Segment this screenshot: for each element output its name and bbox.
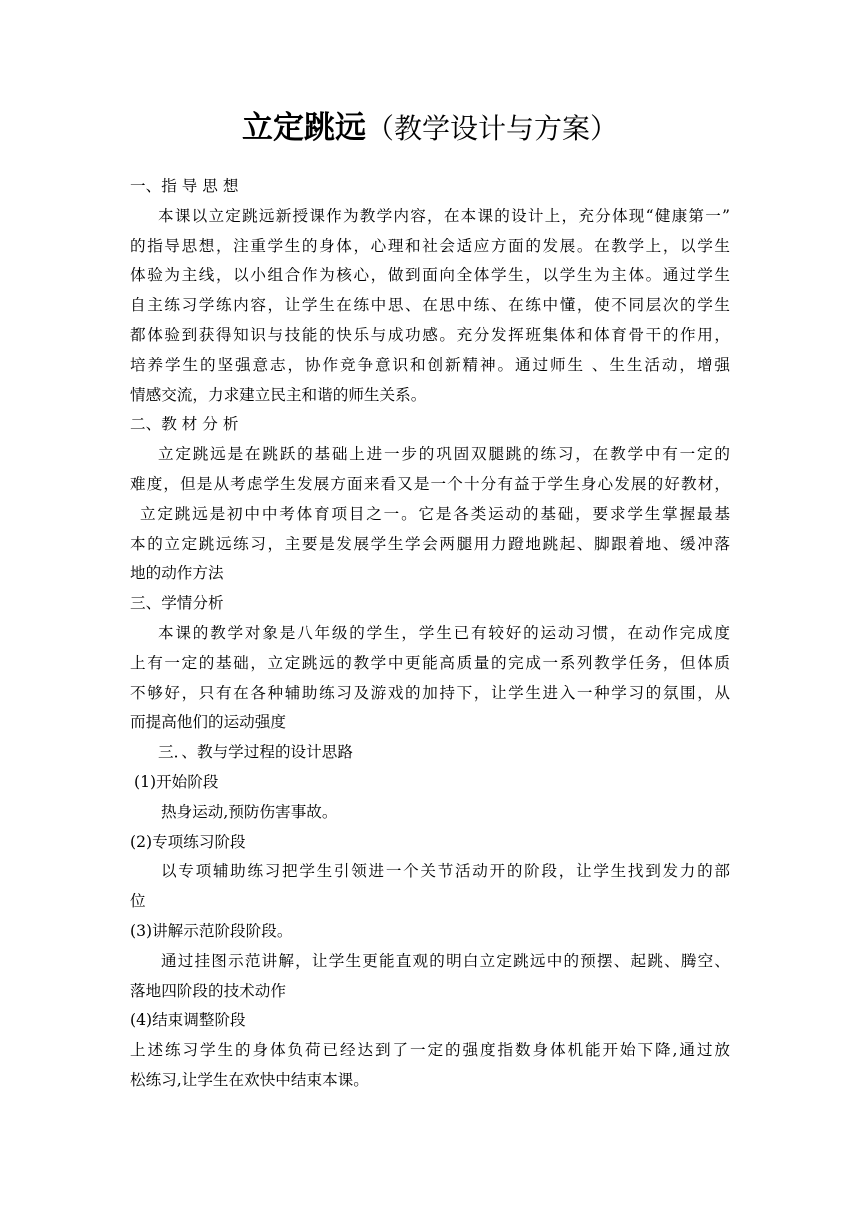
paragraph-line: 地的动作方法 [130, 564, 224, 583]
section-heading: 二、教 材 分 析 [130, 415, 239, 434]
paragraph-line: 位 [130, 892, 146, 911]
paragraph-line: 的指导思想，注重学生的身体，心理和社会适应方面的发展。在教学上，以学生 [130, 236, 730, 255]
paragraph-line: 上述练习学生的身体负荷已经达到了一定的强度指数身体机能开始下降,通过放 [130, 1041, 730, 1060]
document-title [0, 104, 860, 157]
paragraph-line: 本课的教学对象是八年级的学生，学生已有较好的运动习惯，在动作完成度 [158, 623, 730, 642]
paragraph-line: 本课以立定跳远新授课作为教学内容，在本课的设计上，充分体现“健康第一” [158, 206, 730, 225]
paragraph-line: 自主练习学练内容，让学生在练中思、在思中练、在练中懂，使不同层次的学生 [130, 296, 730, 315]
paragraph-line: 情感交流，力求建立民主和谐的师生关系。 [130, 385, 427, 404]
stage-heading: (1)开始阶段 [134, 772, 219, 791]
paragraph-line: 体验为主线，以小组合作为核心，做到面向全体学生，以学生为主体。通过学生 [130, 266, 730, 285]
paragraph-line: 不够好，只有在各种辅助练习及游戏的加持下，让学生进入一种学习的氛围，从 [130, 683, 730, 702]
paragraph-line: 上有一定的基础，立定跳远的教学中更能高质量的完成一系列教学任务，但体质 [130, 653, 730, 672]
stage-heading: (4)结束调整阶段 [130, 1011, 246, 1030]
stage-heading: (3)讲解示范阶段阶段。 [130, 921, 293, 940]
stage-heading: (2)专项练习阶段 [130, 832, 246, 851]
document-body [130, 172, 730, 1096]
paragraph-line: 立定跳远是初中中考体育项目之一。它是各类运动的基础，要求学生掌握最基 [140, 504, 730, 523]
paragraph-line: 以专项辅助练习把学生引领进一个关节活动开的阶段，让学生找到发力的部 [161, 862, 730, 881]
section-heading: 一、指 导 思 想 [130, 177, 239, 195]
paragraph-line: 热身运动,预防伤害事故。 [161, 802, 338, 821]
title-subtitle: （教学设计与方案） [365, 112, 618, 145]
paragraph-line: 难度，但是从考虑学生发展方面来看又是一个十分有益于学生身心发展的好教材， [130, 474, 730, 493]
section-heading: 三、学情分析 [130, 594, 224, 613]
paragraph-line: 本的立定跳远练习，主要是发展学生学会两腿用力蹬地跳起、脚跟着地、缓冲落 [130, 534, 730, 553]
paragraph-line: 落地四阶段的技术动作 [130, 981, 286, 1000]
paragraph-line: 而提高他们的运动强度 [130, 713, 286, 732]
paragraph-line: 松练习,让学生在欢快中结束本课。 [130, 1070, 369, 1089]
paragraph-line: 立定跳远是在跳跃的基础上进一步的巩固双腿跳的练习，在教学中有一定的 [158, 445, 730, 464]
paragraph-line: 通过挂图示范讲解，让学生更能直观的明白立定跳远中的预摆、起跳、腾空、 [161, 951, 730, 970]
paragraph-line: 都体验到获得知识与技能的快乐与成功感。充分发挥班集体和体育骨干的作用， [130, 325, 730, 344]
paragraph-line: 培养学生的坚强意志，协作竞争意识和创新精神。通过师生 、生生活动，增强 [130, 355, 730, 374]
section-heading: 三．、教与学过程的设计思路 [158, 743, 353, 762]
title-main: 立定跳远 [241, 110, 366, 146]
